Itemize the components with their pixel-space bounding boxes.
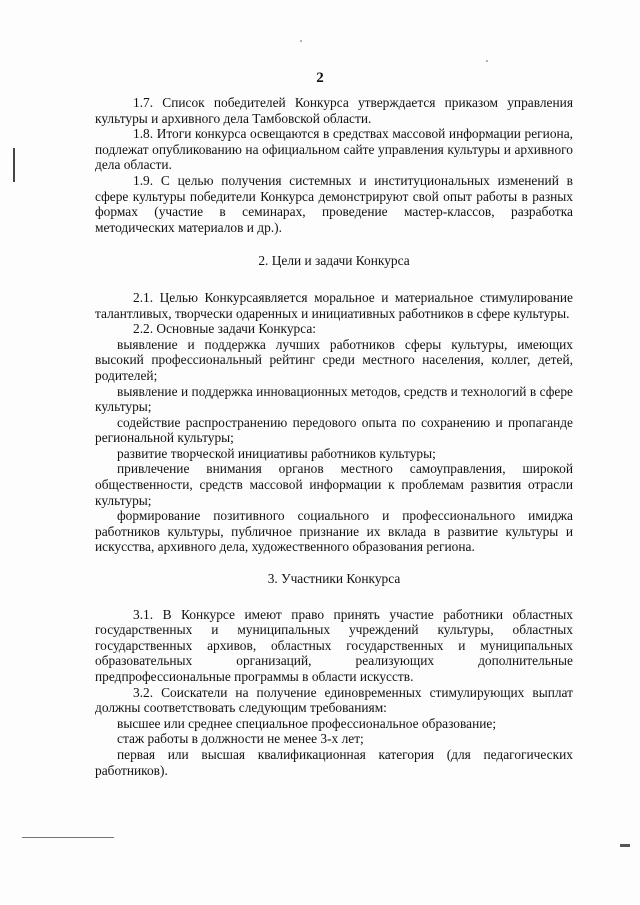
scan-footer-line (22, 837, 114, 838)
document-body (95, 95, 573, 778)
section-3-heading: 3. Участники Конкурса (267, 571, 401, 587)
task-item: выявление и поддержка инновационных методов, средств и технологий в сфере культуры; (95, 383, 573, 415)
requirement-item: первая или высшая квалификационная категория (для педагогических работников). (95, 746, 573, 778)
requirement-item: стаж работы в должности не менее 3-х лет; (117, 731, 364, 747)
paragraph-2-2: 2.2. Основные задачи Конкурса: (133, 321, 316, 337)
paragraph-1-8: 1.8. Итоги конкурса освещаются в средствах массовой информации региона, подлежат опубликованию на официальном сайте управления культуры и архивного дела области. (95, 126, 573, 173)
task-item: развитие творческой инициативы работников культуры; (117, 445, 436, 461)
task-item: привлечение внимания органов местного самоуправления, широкой общественности, средств массовой информации к проблемам развития отрасли культуры; (95, 461, 573, 508)
task-item: содействие распространению передового опыта по сохранению и пропаганде региональной культуры; (95, 414, 573, 446)
paragraph-3-2: 3.2. Соискатели на получение единовременных стимулирующих выплат должны соответствовать следующим требованиям: (95, 684, 573, 716)
paragraph-1-9: 1.9. С целью получения системных и институциональных изменений в сфере культуры победители Конкурса демонстрируют свой опыт работы в разных формах (участие в семинарах, проведение мастер-классов, разработка методических материалов и др.). (95, 172, 573, 235)
scan-dot (486, 60, 488, 62)
paragraph-2-1: 2.1. Целью Конкурсаявляется моральное и материальное стимулирование талантливых, творчески одаренных и инициативных работников в сфере культуры. (95, 289, 573, 321)
scan-corner-mark (620, 844, 630, 847)
section-2-heading: 2. Цели и задачи Конкурса (258, 253, 410, 269)
paragraph-3-1: 3.1. В Конкурсе имеют право принять участие работники областных государственных и муниципальных учреждений культуры, областных государственных архивов, областных государственных и муниципальных образовательных организаций, реализующих дополнительные предпрофессиональные программы в области искусств. (95, 606, 573, 684)
scan-margin-mark (13, 148, 15, 182)
paragraph-1-7: 1.7. Список победителей Конкурса утверждается приказом управления культуры и архивного дела Тамбовской области. (95, 95, 573, 126)
scan-dot (300, 40, 302, 42)
page-number: 2 (316, 70, 324, 86)
task-item: выявление и поддержка лучших работников сферы культуры, имеющих высокий профессиональный рейтинг среди местного населения, коллег, детей, родителей; (95, 336, 573, 383)
task-item: формирование позитивного социального и профессионального имиджа работников культуры, публичное признание их вклада в развитие культуры и искусства, архивного дела, художественного образования региона. (95, 508, 573, 555)
requirement-item: высшее или среднее специальное профессиональное образование; (117, 715, 497, 731)
